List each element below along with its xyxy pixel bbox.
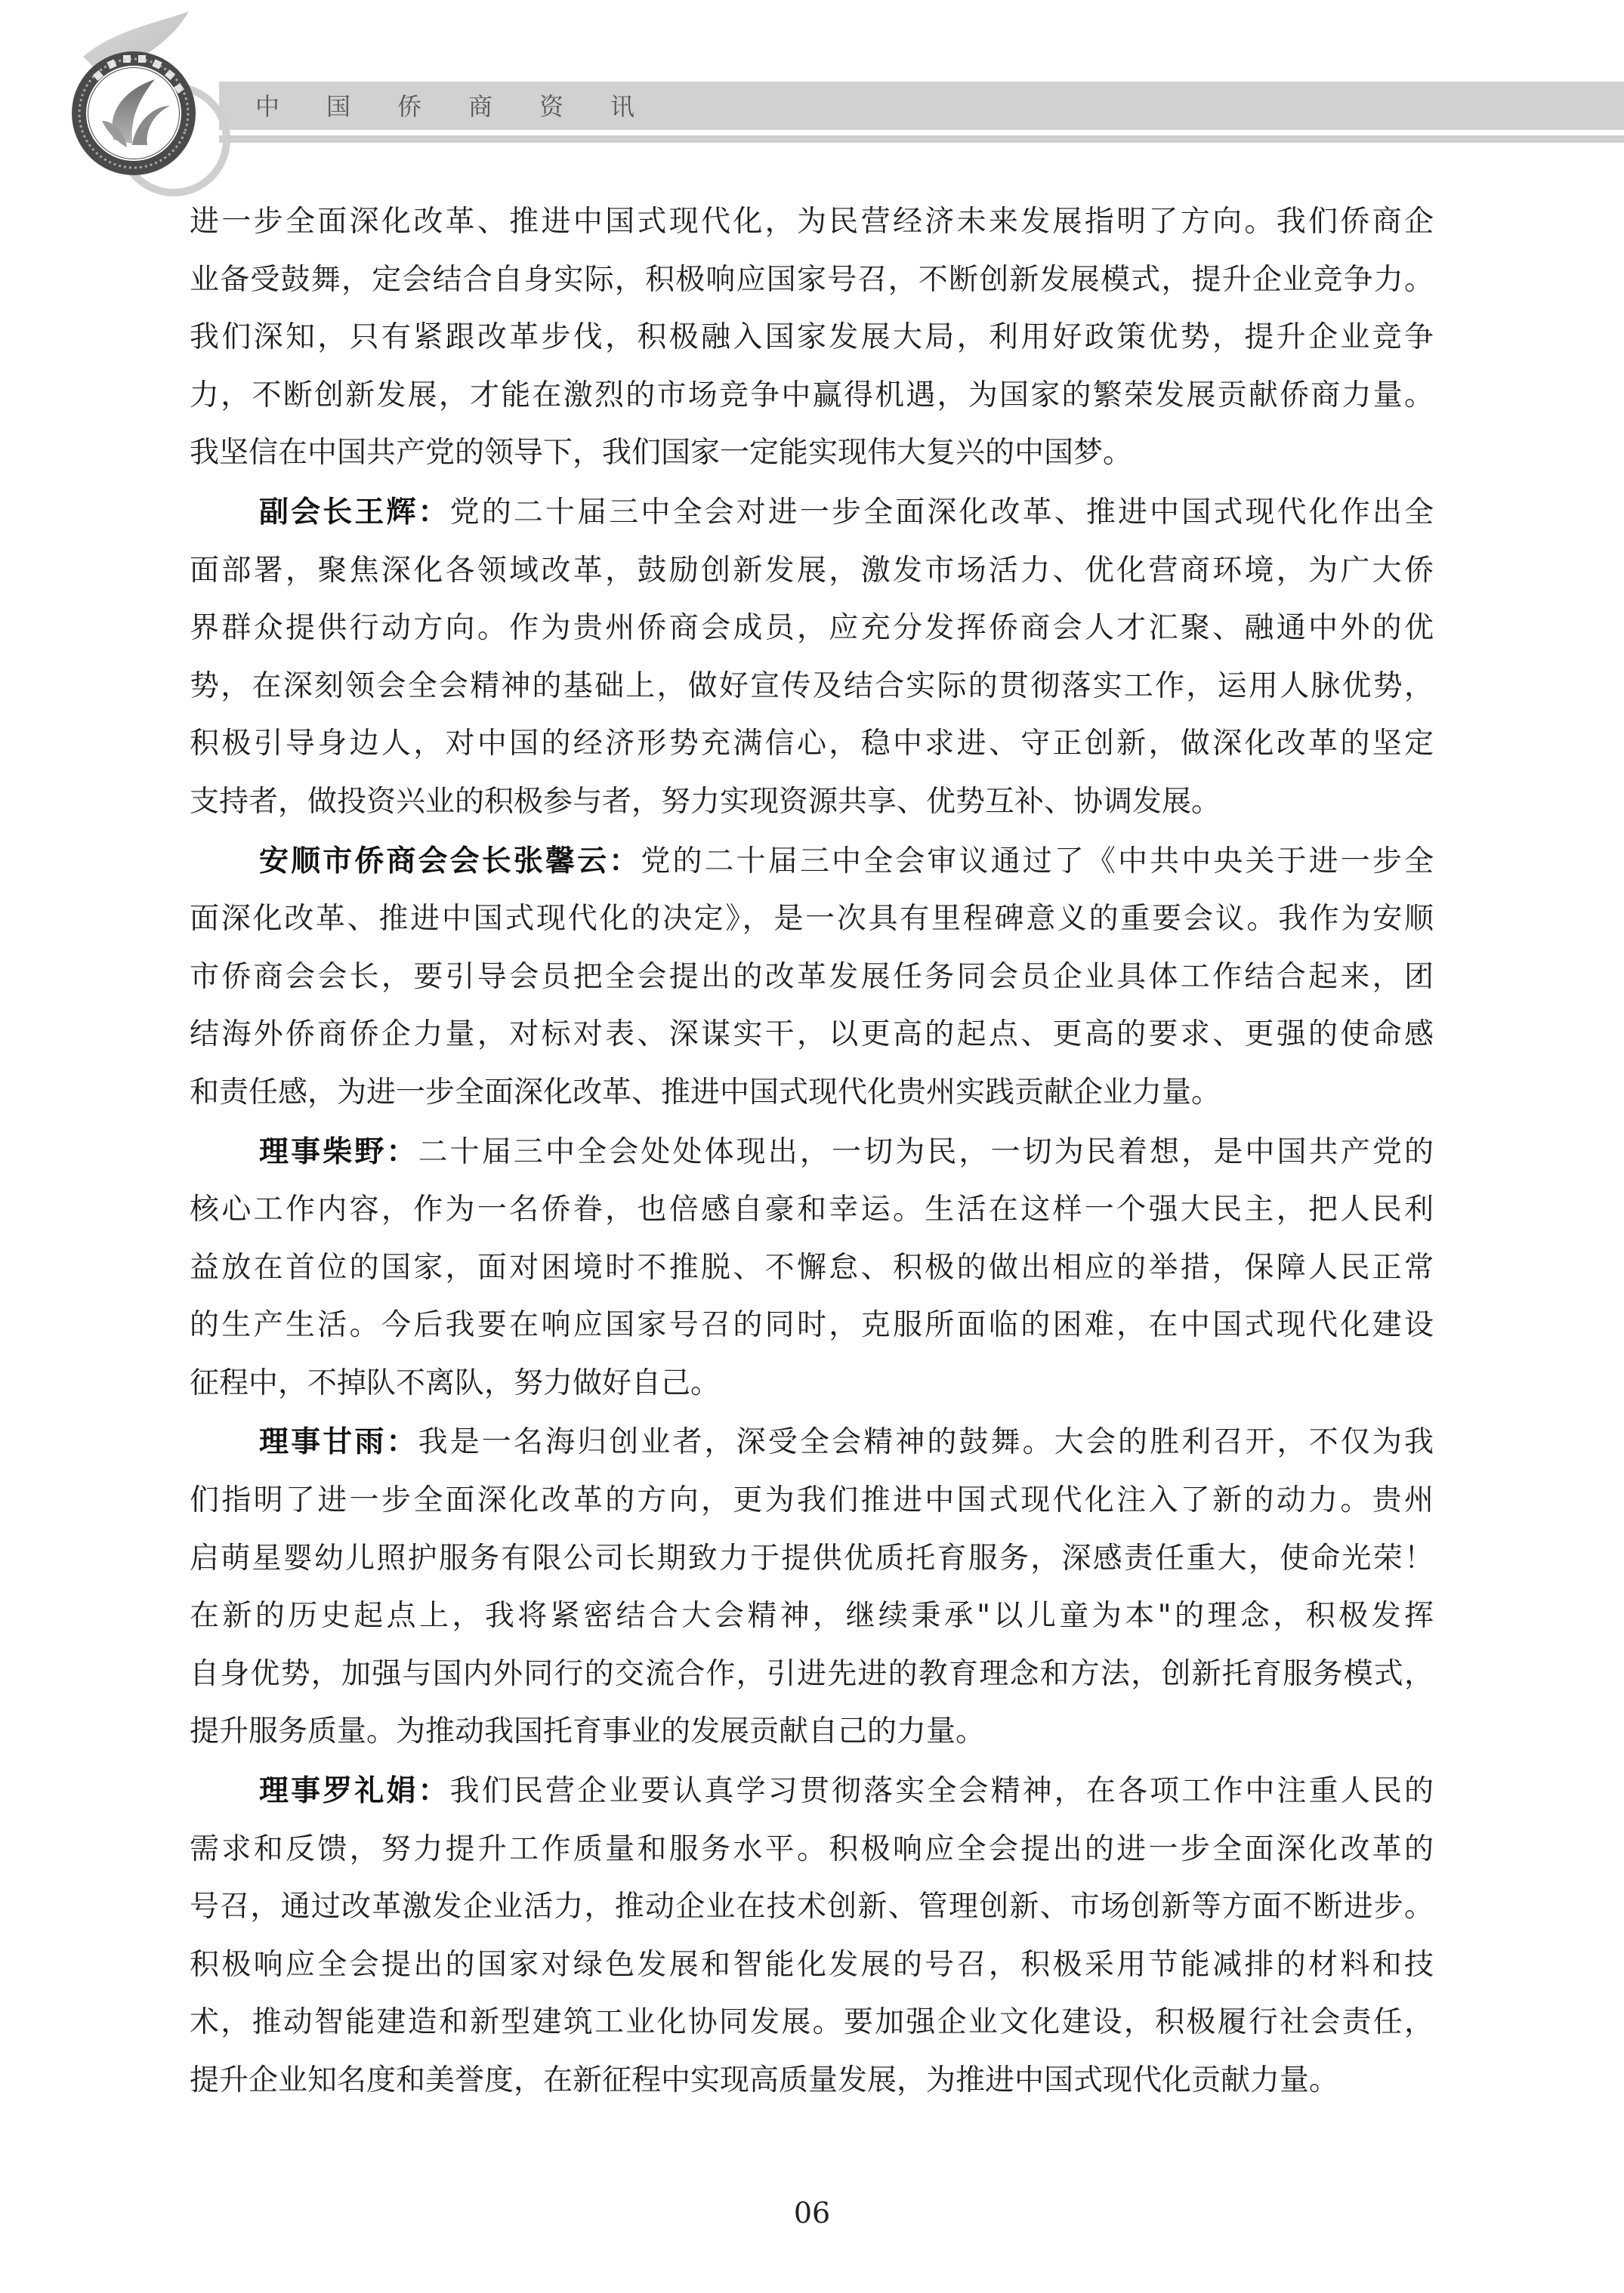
text-line — [190, 1414, 1434, 1472]
article-body — [190, 193, 1434, 2110]
text-line: 和责任感，为进一步全面深化改革、推进中国式现代化贵州实践贡献企业力量。 — [190, 1075, 1221, 1109]
text-line: 积极引导身边人，对中国的经济形势充满信心，稳中求进、守正创新，做深化改革的坚定 — [190, 727, 1434, 761]
text-line: 结海外侨商侨企力量，对标对表、深谋实干，以更高的起点、更高的要求、更强的使命感 — [190, 1017, 1434, 1052]
text-line: 核心工作内容，作为一名侨眷，也倍感自豪和幸运。生活在这样一个强大民主，把人民利 — [190, 1193, 1434, 1227]
text-line: 在新的历史起点上，我将紧密结合大会精神，继续秉承"以儿童为本"的理念，积极发挥 — [190, 1599, 1434, 1634]
text-span: 我们民营企业要认真学习贯彻落实全会精神，在各项工作中注重人民的 — [449, 1774, 1434, 1809]
speaker-name: 理事甘雨： — [259, 1425, 418, 1460]
text-line: 征程中，不掉队不离队，努力做好自己。 — [190, 1366, 721, 1400]
speaker-name: 副会长王辉： — [259, 495, 450, 529]
header-stripe — [219, 135, 1624, 143]
publication-title: 中国侨商资讯 — [255, 92, 682, 121]
text-line: 我坚信在中国共产党的领导下，我们国家一定能实现伟大复兴的中国梦。 — [190, 436, 1133, 471]
paragraph — [190, 1414, 1434, 1761]
text-line: 启萌星婴幼儿照护服务有限公司长期致力于提供优质托育服务，深感责任重大，使命光荣！ — [190, 1541, 1434, 1575]
text-line — [190, 1124, 1434, 1182]
paragraph — [190, 484, 1434, 832]
speaker-name: 安顺市侨商会会长张馨云： — [259, 844, 641, 878]
paragraph — [190, 833, 1434, 1122]
text-line: 积极响应全会提出的国家对绿色发展和智能化发展的号召，积极采用节能减排的材料和技 — [190, 1947, 1434, 1982]
text-line: 面深化改革、推进中国式现代化的决定》，是一次具有里程碑意义的重要会议。我作为安顺 — [190, 902, 1434, 937]
text-line: 面部署，聚焦深化各领域改革，鼓励创新发展，激发市场活力、优化营商环境，为广大侨 — [190, 553, 1434, 588]
paragraph — [190, 1124, 1434, 1413]
text-span: 二十届三中全会处处体现出，一切为民，一切为民着想，是中国共产党的 — [418, 1134, 1434, 1169]
text-span: 党的二十届三中全会审议通过了《中共中央关于进一步全 — [641, 844, 1434, 878]
text-line: 势，在深刻领会全会精神的基础上，做好宣传及结合实际的贯彻落实工作，运用人脉优势， — [190, 668, 1434, 703]
text-line: 益放在首位的国家，面对困境时不推脱、不懈怠、积极的做出相应的举措，保障人民正常 — [190, 1250, 1434, 1285]
text-line: 术，推动智能建造和新型建筑工业化协同发展。要加强企业文化建设，积极履行社会责任， — [190, 2005, 1434, 2040]
text-line: 界群众提供行动方向。作为贵州侨商会成员，应充分发挥侨商会人才汇聚、融通中外的优 — [190, 611, 1434, 646]
text-span: 我是一名海归创业者，深受全会精神的鼓舞。大会的胜利召开，不仅为我 — [418, 1425, 1434, 1460]
text-line — [190, 1763, 1434, 1821]
text-line: 们指明了进一步全面深化改革的方向，更为我们推进中国式现代化注入了新的动力。贵州 — [190, 1483, 1434, 1518]
text-line: 提升企业知名度和美誉度，在新征程中实现高质量发展，为推进中国式现代化贡献力量。 — [190, 2063, 1339, 2097]
text-line: 自身优势，加强与国内外同行的交流合作，引进先进的教育理念和方法，创新托育服务模式， — [190, 1656, 1434, 1691]
text-line: 号召，通过改革激发企业活力，推动企业在技术创新、管理创新、市场创新等方面不断进步。 — [190, 1890, 1434, 1924]
text-line: 市侨商会会长，要引导会员把全会提出的改革发展任务同会员企业具体工作结合起来，团 — [190, 959, 1434, 994]
federation-emblem-icon — [60, 8, 257, 211]
speaker-name: 理事罗礼娟： — [259, 1774, 450, 1809]
text-line — [190, 484, 1434, 542]
text-span: 党的二十届三中全会对进一步全面深化改革、推进中国式现代化作出全 — [449, 495, 1434, 529]
text-line: 支持者，做投资兴业的积极参与者，努力实现资源共享、优势互补、协调发展。 — [190, 784, 1221, 819]
speaker-name: 理事柴野： — [259, 1134, 418, 1169]
text-line: 进一步全面深化改革、推进中国式现代化，为民营经济未来发展指明了方向。我们侨商企 — [190, 205, 1434, 239]
text-line: 我们深知，只有紧跟改革步伐，积极融入国家发展大局，利用好政策优势，提升企业竞争 — [190, 320, 1434, 355]
text-line: 需求和反馈，努力提升工作质量和服务水平。积极响应全会提出的进一步全面深化改革的 — [190, 1832, 1434, 1866]
page-number: 06 — [793, 2196, 831, 2230]
paragraph — [190, 1763, 1434, 2110]
text-line: 业备受鼓舞，定会结合自身实际，积极响应国家号召，不断创新发展模式，提升企业竞争力。 — [190, 262, 1434, 297]
text-line: 提升服务质量。为推动我国托育事业的发展贡献自己的力量。 — [190, 1714, 986, 1749]
text-line — [190, 833, 1434, 891]
paragraph — [190, 193, 1434, 483]
text-line: 力，不断创新发展，才能在激烈的市场竞争中赢得机遇，为国家的繁荣发展贡献侨商力量。 — [190, 378, 1434, 412]
text-line: 的生产生活。今后我要在响应国家号召的同时，克服所面临的困难，在中国式现代化建设 — [190, 1308, 1434, 1343]
